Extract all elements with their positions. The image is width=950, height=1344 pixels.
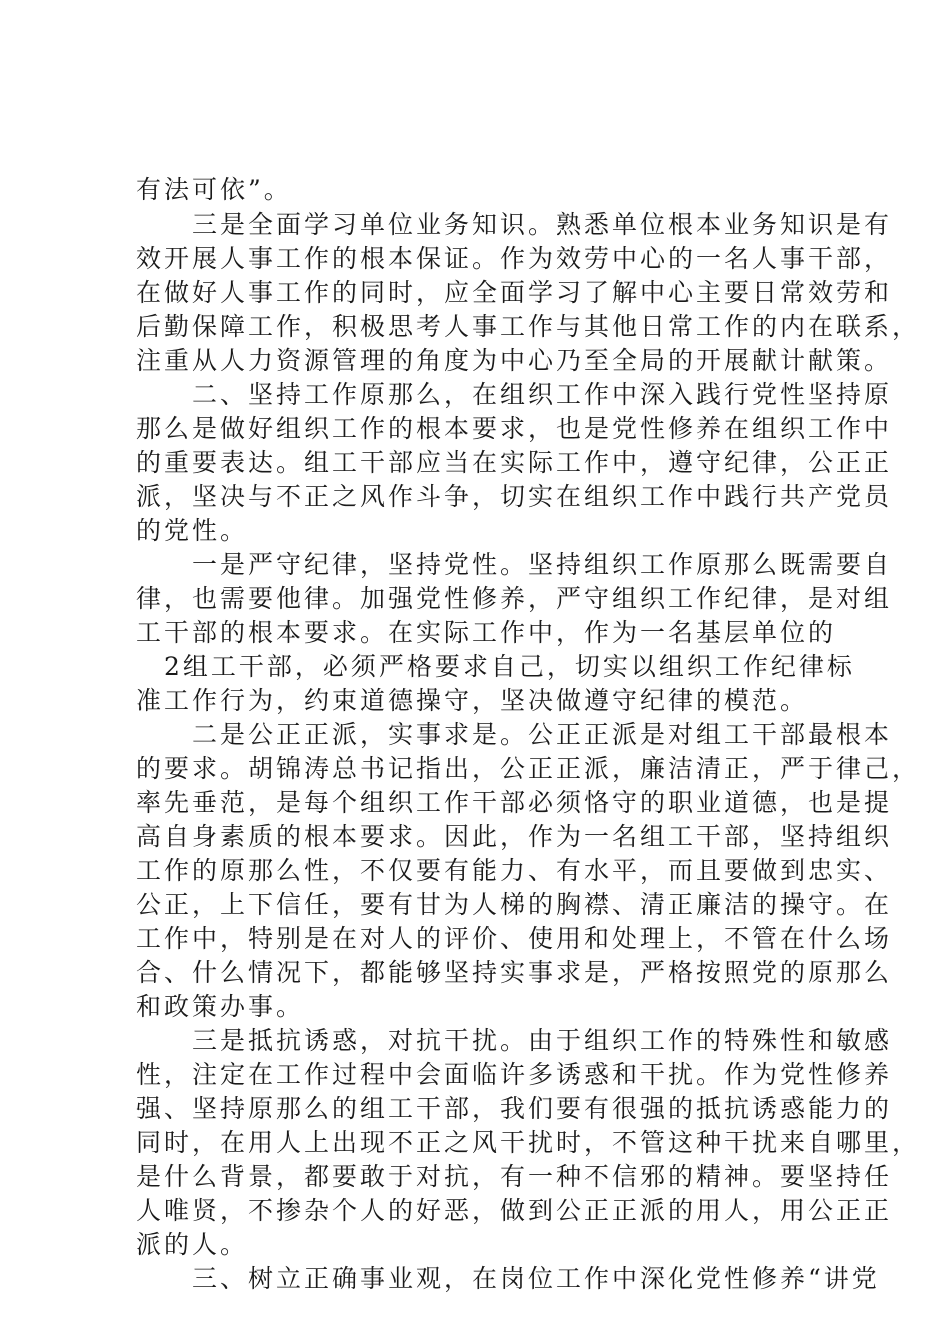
text-line: 和政策办事。 <box>136 992 305 1021</box>
text-line: 同时，在用人上出现不正之风干扰时，不管这种干扰来自哪里， <box>136 1128 921 1157</box>
text-line: 三是全面学习单位业务知识。熟悉单位根本业务知识是有 <box>136 210 893 239</box>
text-line: 派的人。 <box>136 1230 249 1259</box>
text-line: 注重从人力资源管理的角度为中心乃至全局的开展献计献策。 <box>136 346 893 375</box>
text-line: 一是严守纪律，坚持党性。坚持组织工作原那么既需要自 <box>136 550 893 579</box>
text-line: 强、坚持原那么的组工干部，我们要有很强的抵抗诱惑能力的 <box>136 1094 893 1123</box>
text-line: 高自身素质的根本要求。因此，作为一名组工干部，坚持组织 <box>136 822 893 851</box>
text-line: 2组工干部，必须严格要求自己，切实以组织工作纪律标 <box>136 652 855 681</box>
text-line: 合、什么情况下，都能够坚持实事求是，严格按照党的原那么 <box>136 958 893 987</box>
text-line: 有法可依”。 <box>136 175 292 204</box>
text-line: 公正，上下信任，要有甘为人梯的胸襟、清正廉洁的操守。在 <box>136 890 893 919</box>
text-line: 的要求。胡锦涛总书记指出，公正正派，廉洁清正，严于律己， <box>136 754 921 783</box>
text-line: 三、树立正确事业观，在岗位工作中深化党性修养“讲党 <box>136 1264 880 1293</box>
text-line: 二是公正正派，实事求是。公正正派是对组工干部最根本 <box>136 720 893 749</box>
text-line: 在做好人事工作的同时，应全面学习了解中心主要日常效劳和 <box>136 278 893 307</box>
text-line: 人唯贤，不掺杂个人的好恶，做到公正正派的用人，用公正正 <box>136 1196 893 1225</box>
text-line: 后勤保障工作，积极思考人事工作与其他日常工作的内在联系， <box>136 312 921 341</box>
text-line: 性，注定在工作过程中会面临许多诱惑和干扰。作为党性修养 <box>136 1060 893 1089</box>
text-line: 律，也需要他律。加强党性修养，严守组织工作纪律，是对组 <box>136 584 893 613</box>
text-line: 是什么背景，都要敢于对抗，有一种不信邪的精神。要坚持任 <box>136 1162 893 1191</box>
text-line: 率先垂范，是每个组织工作干部必须恪守的职业道德，也是提 <box>136 788 893 817</box>
text-line: 派，坚决与不正之风作斗争，切实在组织工作中践行共产党员 <box>136 482 893 511</box>
text-line: 工作中，特别是在对人的评价、使用和处理上，不管在什么场 <box>136 924 893 953</box>
text-line: 准工作行为，约束道德操守，坚决做遵守纪律的模范。 <box>136 686 809 715</box>
text-line: 的重要表达。组工干部应当在实际工作中，遵守纪律，公正正 <box>136 448 893 477</box>
text-line: 效开展人事工作的根本保证。作为效劳中心的一名人事干部， <box>136 244 893 273</box>
text-line: 二、坚持工作原那么，在组织工作中深入践行党性坚持原 <box>136 380 893 409</box>
text-line: 的党性。 <box>136 516 249 545</box>
text-line: 工作的原那么性，不仅要有能力、有水平，而且要做到忠实、 <box>136 856 893 885</box>
text-line: 工干部的根本要求。在实际工作中，作为一名基层单位的 <box>136 618 837 647</box>
text-line: 三是抵抗诱惑，对抗干扰。由于组织工作的特殊性和敏感 <box>136 1026 893 1055</box>
text-line: 那么是做好组织工作的根本要求，也是党性修养在组织工作中 <box>136 414 893 443</box>
